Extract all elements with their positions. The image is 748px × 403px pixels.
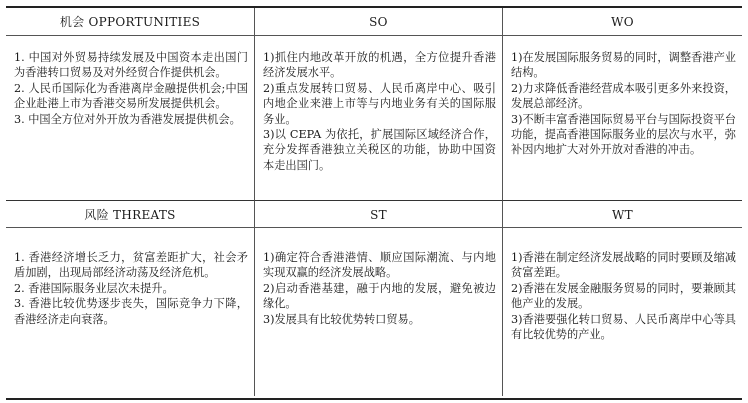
threats-cell xyxy=(6,228,254,396)
wo-item: 1)在发展国际服务贸易的同时，调整香港产业结构。 xyxy=(511,51,736,80)
swot-matrix-table xyxy=(6,6,742,400)
wt-item: 3)香港要强化转口贸易、人民币离岸中心等具有比较优势的产业。 xyxy=(511,312,736,342)
st-item: 3)发展具有比较优势转口贸易。 xyxy=(263,312,420,326)
st-item: 2)启动香港基建，融于内地的发展，避免被边缘化。 xyxy=(263,281,496,311)
wo-item: 3)不断丰富香港国际贸易平台与国际投资平台功能，提高香港国际服务业的层次与水平，弥补因内地扩大对外开放对香港的冲击。 xyxy=(511,112,736,157)
so-cell xyxy=(254,36,502,200)
threats-item: 3. 香港比较优势逐步丧失，国际竞争力下降，香港经济走向衰落。 xyxy=(14,297,248,326)
opportunities-item: 1. 中国对外贸易持续发展及中国资本走出国门为香港转口贸易及对外经贸合作提供机会。 xyxy=(14,51,248,80)
so-item: 2)重点发展转口贸易、人民币离岸中心、吸引内地企业来港上市等与内地业务有关的国际服务业。 xyxy=(263,81,496,126)
wo-header: WO xyxy=(502,8,742,36)
threats-item: 2. 香港国际服务业层次未提升。 xyxy=(14,281,174,295)
opportunities-item: 2. 人民币国际化为香港离岸金融提供机会;中国企业赴港上市为香港交易所发展提供机会。 xyxy=(14,81,248,111)
wt-cell xyxy=(502,228,742,396)
so-item: 3)以 CEPA 为依托，扩展国际区域经济合作，充分发挥香港独立关税区的功能，协助中国资本走出国门。 xyxy=(263,128,496,172)
wo-cell xyxy=(502,36,742,200)
so-header: SO xyxy=(254,8,502,36)
st-cell xyxy=(254,228,502,396)
opportunities-cell xyxy=(6,36,254,200)
wt-header: WT xyxy=(502,200,742,228)
threats-header: 风险 THREATS xyxy=(6,200,254,228)
st-item: 1)确定符合香港港情、顺应国际潮流、与内地实现双赢的经济发展战略。 xyxy=(263,251,496,280)
so-item: 1)抓住内地改革开放的机遇，全方位提升香港经济发展水平。 xyxy=(263,51,496,80)
wo-item: 2)力求降低香港经营成本吸引更多外来投资，发展总部经济。 xyxy=(511,81,736,111)
wt-item: 2)香港在发展金融服务贸易的同时，要兼顾其他产业的发展。 xyxy=(511,281,736,311)
opportunities-item: 3. 中国全方位对外开放为香港发展提供机会。 xyxy=(14,112,241,126)
threats-item: 1. 香港经济增长乏力，贫富差距扩大，社会矛盾加剧，出现局部经济动荡及经济危机。 xyxy=(14,251,248,280)
wt-item: 1)香港在制定经济发展战略的同时要顾及缩减贫富差距。 xyxy=(511,251,736,280)
st-header: ST xyxy=(254,200,502,228)
opportunities-header: 机会 OPPORTUNITIES xyxy=(6,8,254,36)
